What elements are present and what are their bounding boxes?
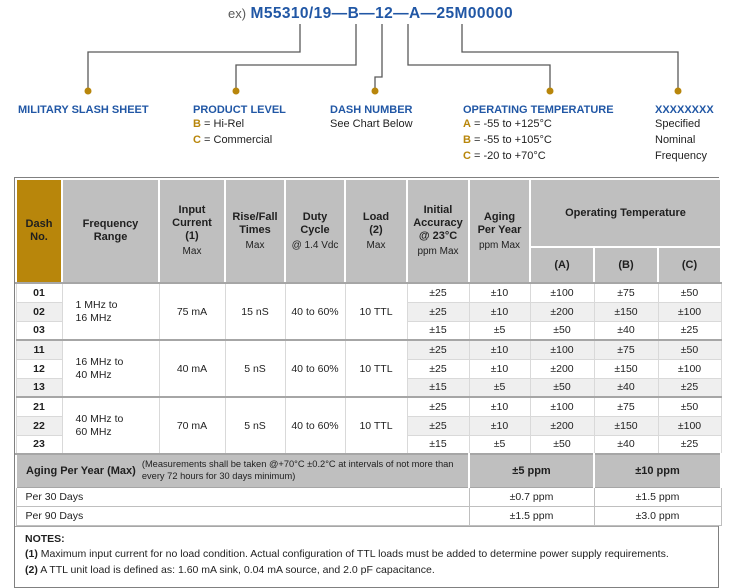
header-frequency-range: Frequency Range: [62, 179, 159, 283]
per-30-col2: ±1.5 ppm: [594, 487, 721, 506]
per-30-label: Per 30 Days: [16, 487, 469, 506]
temp-b-cell: ±40: [594, 321, 658, 340]
temp-b-cell: ±75: [594, 397, 658, 416]
legend-label: MILITARY SLASH SHEET: [18, 104, 149, 116]
temp-c-cell: ±25: [658, 321, 721, 340]
accuracy-cell: ±25: [407, 283, 469, 302]
legend-nominal-frequency: [655, 104, 714, 164]
temp-b-cell: ±150: [594, 302, 658, 321]
temp-c-cell: ±25: [658, 435, 721, 454]
legend-option: B = Hi-Rel: [193, 118, 245, 130]
header-load: Load (2) Max: [345, 179, 407, 283]
per-90-col1: ±1.5 ppm: [469, 506, 594, 525]
legend-note: See Chart Below: [330, 118, 413, 130]
temp-a-cell: ±50: [530, 321, 594, 340]
aging-cell: ±10: [469, 302, 530, 321]
dash-cell: 13: [16, 378, 62, 397]
temp-b-cell: ±75: [594, 283, 658, 302]
temp-a-cell: ±100: [530, 397, 594, 416]
temp-a-cell: ±200: [530, 302, 594, 321]
aging-cell: ±10: [469, 416, 530, 435]
header-col-b: (B): [594, 247, 658, 283]
temp-b-cell: ±40: [594, 378, 658, 397]
spec-row: [16, 340, 721, 359]
legend-line: Frequency: [655, 150, 707, 162]
legend-line: Nominal: [655, 134, 696, 146]
aging-cell: ±5: [469, 321, 530, 340]
temp-a-cell: ±100: [530, 340, 594, 359]
input-current-cell: 70 mA: [159, 397, 225, 454]
temp-a-cell: ±100: [530, 283, 594, 302]
input-current-cell: 75 mA: [159, 283, 225, 340]
frequency-cell: 40 MHz to 60 MHz: [62, 397, 159, 454]
temp-c-cell: ±50: [658, 340, 721, 359]
aging-per-year-row: [16, 454, 721, 487]
header-col-c: (C): [658, 247, 721, 283]
note-item: (2) A TTL unit load is defined as: 1.60 mA sink, 0.04 mA source, and 2.0 pF capacitance.: [25, 563, 435, 576]
duty-cycle-cell: 40 to 60%: [285, 397, 345, 454]
legend-line: Specified: [655, 118, 701, 130]
input-current-cell: 40 mA: [159, 340, 225, 397]
aging-5ppm-cell: ±5 ppm: [469, 454, 594, 487]
temp-a-cell: ±50: [530, 435, 594, 454]
legend-label: DASH NUMBER: [330, 104, 413, 116]
per-90-col2: ±3.0 ppm: [594, 506, 721, 525]
accuracy-cell: ±15: [407, 435, 469, 454]
accuracy-cell: ±25: [407, 359, 469, 378]
load-cell: 10 TTL: [345, 340, 407, 397]
rise-fall-cell: 5 nS: [225, 340, 285, 397]
aging-cell: ±10: [469, 359, 530, 378]
per-30-days-row: [16, 487, 721, 506]
temp-b-cell: ±40: [594, 435, 658, 454]
dash-cell: 22: [16, 416, 62, 435]
accuracy-cell: ±15: [407, 321, 469, 340]
aging-cell: ±10: [469, 340, 530, 359]
temp-c-cell: ±50: [658, 283, 721, 302]
duty-cycle-cell: 40 to 60%: [285, 283, 345, 340]
frequency-cell: 16 MHz to 40 MHz: [62, 340, 159, 397]
spec-row: [16, 397, 721, 416]
dash-cell: 23: [16, 435, 62, 454]
part-number: M55310/19—B—12—A—25M00000: [250, 5, 513, 22]
legend-label: XXXXXXXX: [655, 104, 714, 116]
temp-b-cell: ±150: [594, 359, 658, 378]
header-operating-temperature: Operating Temperature: [530, 179, 721, 247]
example-prefix: ex): [228, 6, 247, 21]
temp-a-cell: ±200: [530, 359, 594, 378]
per-90-label: Per 90 Days: [16, 506, 469, 525]
legend-product-level: [193, 104, 286, 148]
header-rise-fall: Rise/Fall Times Max: [225, 179, 285, 283]
legend-option: C = Commercial: [193, 134, 273, 146]
spec-row: [16, 283, 721, 302]
aging-10ppm-cell: ±10 ppm: [594, 454, 721, 487]
per-30-col1: ±0.7 ppm: [469, 487, 594, 506]
duty-cycle-cell: 40 to 60%: [285, 340, 345, 397]
temp-b-cell: ±75: [594, 340, 658, 359]
header-initial-accuracy: Initial Accuracy @ 23°C ppm Max: [407, 179, 469, 283]
spec-table: [15, 178, 722, 526]
rise-fall-cell: 15 nS: [225, 283, 285, 340]
aging-cell: ±5: [469, 435, 530, 454]
dash-cell: 21: [16, 397, 62, 416]
temp-a-cell: ±50: [530, 378, 594, 397]
temp-c-cell: ±100: [658, 416, 721, 435]
notes-title: NOTES:: [25, 532, 65, 545]
legend-dash-number: [330, 104, 413, 132]
temp-c-cell: ±50: [658, 397, 721, 416]
temp-c-cell: ±100: [658, 359, 721, 378]
aging-cell: ±5: [469, 378, 530, 397]
note-item: (1) Maximum input current for no load condition. Actual configuration of TTL loads must be added to determine power supply requirements.: [25, 548, 669, 560]
header-aging-per-year: Aging Per Year ppm Max: [469, 179, 530, 283]
header-col-a: (A): [530, 247, 594, 283]
header-dash-no: Dash No.: [16, 179, 62, 283]
temp-c-cell: ±100: [658, 302, 721, 321]
dash-cell: 01: [16, 283, 62, 302]
temp-c-cell: ±25: [658, 378, 721, 397]
connector-dots: [85, 88, 682, 95]
temp-b-cell: ±150: [594, 416, 658, 435]
aging-note: (Measurements shall be taken @+70°C ±0.2°C at intervals of not more than every 72 hours for 30 days minimum): [141, 459, 454, 481]
aging-title: Aging Per Year (Max): [26, 464, 136, 477]
dash-cell: 11: [16, 340, 62, 359]
legend-option: B = -55 to +105°C: [463, 134, 552, 146]
legend-military-slash-sheet: [18, 104, 149, 116]
dash-cell: 02: [16, 302, 62, 321]
dash-cell: 03: [16, 321, 62, 340]
legend-label: PRODUCT LEVEL: [193, 104, 286, 116]
temp-a-cell: ±200: [530, 416, 594, 435]
load-cell: 10 TTL: [345, 397, 407, 454]
legend-option: C = -20 to +70°C: [463, 150, 546, 162]
part-number-connector-lines: [0, 0, 733, 178]
aging-cell: ±10: [469, 283, 530, 302]
dash-cell: 12: [16, 359, 62, 378]
accuracy-cell: ±25: [407, 416, 469, 435]
header-input-current: Input Current (1) Max: [159, 179, 225, 283]
notes-section: [15, 526, 718, 588]
load-cell: 10 TTL: [345, 283, 407, 340]
spec-table-box: [14, 177, 719, 588]
accuracy-cell: ±25: [407, 302, 469, 321]
frequency-cell: 1 MHz to 16 MHz: [62, 283, 159, 340]
accuracy-cell: ±25: [407, 397, 469, 416]
header-duty-cycle: Duty Cycle @ 1.4 Vdc: [285, 179, 345, 283]
aging-label-cell: [16, 454, 469, 487]
accuracy-cell: ±25: [407, 340, 469, 359]
legend-label: OPERATING TEMPERATURE: [463, 104, 614, 116]
accuracy-cell: ±15: [407, 378, 469, 397]
aging-cell: ±10: [469, 397, 530, 416]
rise-fall-cell: 5 nS: [225, 397, 285, 454]
legend-operating-temperature: [463, 104, 614, 164]
legend-option: A = -55 to +125°C: [463, 118, 552, 130]
per-90-days-row: [16, 506, 721, 525]
